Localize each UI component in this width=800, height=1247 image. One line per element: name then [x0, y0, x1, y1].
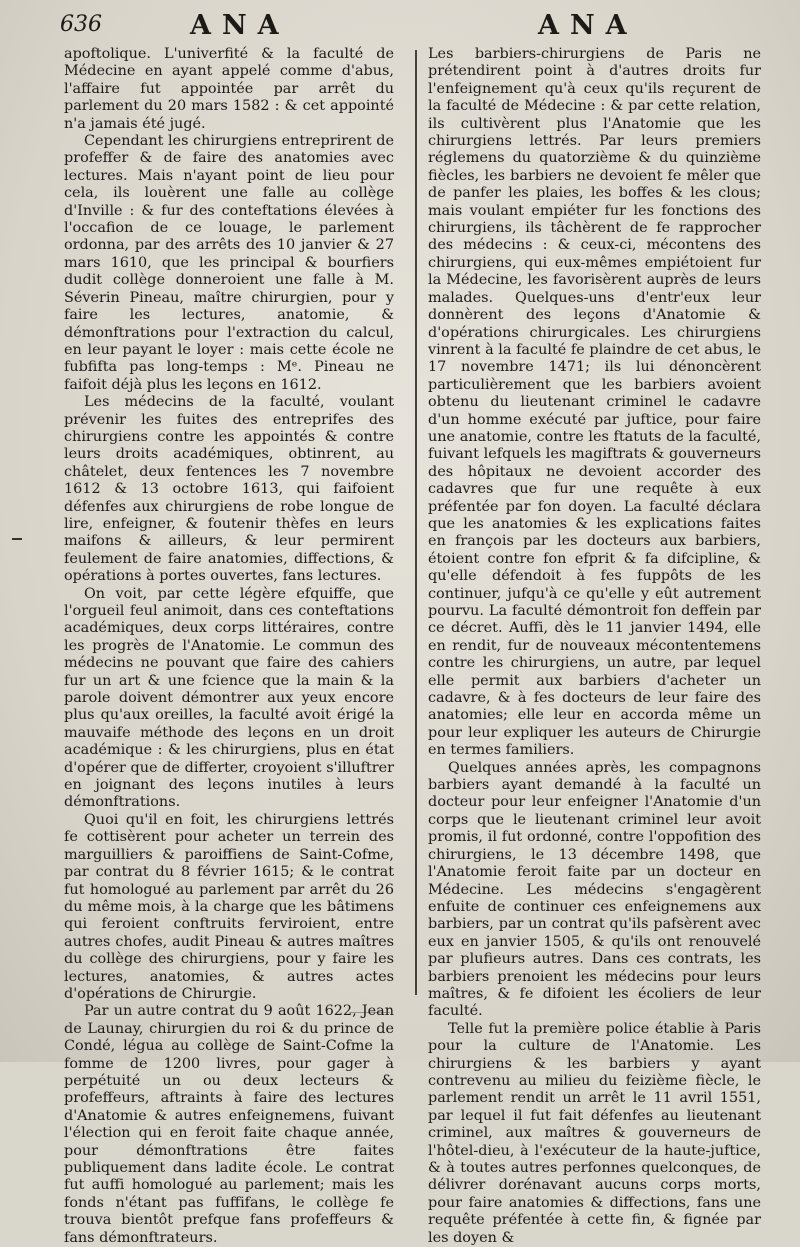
page-number: 636: [60, 12, 102, 37]
paragraph: Quoi qu'il en foit, les chirurgiens lettrés fe cottisèrent pour acheter un terrein des marguilliers & paroiffiens de Saint-Cofme, par contrat du 8 février 1615; & le contrat fut homologué au parlement par arrêt du 26 du même mois, à la charge que les bâtimens qui feroient conftruits ferviroient, entre autres chofes, audit Pineau & autres maîtres du collège des chirurgiens, pour y faire les lectures, anatomies, & autres actes d'opérations de Chirurgie.: [64, 811, 394, 1002]
right-column: [428, 46, 761, 1246]
paragraph: Par un autre contrat du 9 août 1622, Jean de Launay, chirurgien du roi & du prince de Condé, légua au collège de Saint-Cofme la fomme de 1200 livres, pour gager à perpétuité un ou deux lecteurs & profeffeurs, aftraints à faire des lectures d'Anatomie & autres enfeignemens, fuivant l'élection qui en feroit faite chaque année, pour démonftrations être faites publiquement dans ladite école. Le contrat fut auffi homologué au parlement; mais les fonds n'étant pas fuffifans, le collège fe trouva bientôt prefque fans profeffeurs & fans démonftrateurs.: [64, 1003, 394, 1246]
paragraph: apoftolique. L'univerfité & la faculté de Médecine en ayant appelé comme d'abus, l'affaire fut appointée par arrêt du parlement du 20 mars 1582 : & cet appointé n'a jamais été jugé.: [64, 46, 394, 132]
paragraph: Les médecins de la faculté, voulant prévenir les fuites des entreprifes des chirurgiens contre les appointés & contre leurs droits académiques, obtinrent, au châtelet, deux fentences les 7 novembre 1612 & 13 octobre 1613, qui faifoient défenfes aux chirurgiens de robe longue de lire, enfeigner, & foutenir thèfes en leurs maifons & ailleurs, & leur permirent feulement de faire anatomies, diffections, & opérations à portes ouvertes, fans lectures.: [64, 394, 394, 585]
paragraph: Telle fut la première police établie à Paris pour la culture de l'Anatomie. Les chirurgiens & les barbiers y ayant contrevenu au milieu du feizième fiècle, le parlement rendit un arrêt le 11 avril 1551, par lequel il fut fait défenfes au lieutenant criminel, aux maîtres & gouverneurs de l'hôtel-dieu, à l'exécuteur de la haute-juftice, & à toutes autres perfonnes quelconques, de délivrer dorénavant aucuns corps morts, pour faire anatomies & diffections, fans une requête préfentée à cette fin, & fignée par les doyen &: [428, 1020, 761, 1246]
paragraph: Quelques années après, les compagnons barbiers ayant demandé à la faculté un docteur pour leur enfeigner l'Anatomie d'un corps que le lieutenant criminel leur avoit promis, il fut ordonné, contre l'oppofition des chirurgiens, le 13 décembre 1498, que l'Anatomie feroit faite par un docteur en Médecine. Les médecins s'engagèrent enfuite de continuer ces enfeignemens aux barbiers, par un contrat qu'ils pafsèrent avec eux en janvier 1505, & qu'ils ont renouvelé par plufieurs autres. Dans ces contrats, les barbiers prenoient les médecins pour leurs maîtres, & fe difoient les écoliers de leur faculté.: [428, 759, 761, 1020]
paragraph: On voit, par cette légère efquiffe, que l'orgueil feul animoit, dans ces conteftations académiques, deux corps littéraires, contre les progrès de l'Anatomie. Le commun des médecins ne pouvant que faire des cahiers fur un art & une fcience que la main & la parole doivent démontrer aux yeux encore plus qu'aux oreilles, la faculté avoit érigé la mauvaife méthode des leçons en un droit académique : & les chirurgiens, plus en état d'opérer que de differter, croyoient s'illuftrer en joignant des leçons inutiles à leurs démonftrations.: [64, 585, 394, 811]
paragraph: Les barbiers-chirurgiens de Paris ne prétendirent point à d'autres droits fur l'enfeignement qu'à ceux qu'ils reçurent de la faculté de Médecine : & par cette relation, ils cultivèrent plus l'Anatomie que les chirurgiens lettrés. Par leurs premiers réglemens du quatorzième & du quinzième fiècles, les barbiers ne devoient fe mêler que de panfer les plaies, les boffes & les clous; mais voulant empiéter fur les fonctions des chirurgiens, ils tâchèrent de fe rapprocher des médecins : & ceux-ci, mécontens des chirurgiens, qui eux-mêmes empiétoient fur la Médecine, les favorisèrent auprès de leurs malades. Quelques-uns d'entr'eux leur donnèrent des leçons d'Anatomie & d'opérations chirurgicales. Les chirurgiens vinrent à la faculté fe plaindre de cet abus, le 17 novembre 1471; ils lui dénoncèrent particulièrement que les barbiers avoient obtenu du lieutenant criminel le cadavre d'un homme exécuté par juftice, pour faire une anatomie, contre les ftatuts de la faculté, fuivant lefquels les magiftrats & gouverneurs des hôpitaux ne devoient accorder des cadavres que fur une requête à eux préfentée par fon doyen. La faculté déclara que les anatomies & les explications faites en françois par les docteurs aux barbiers, étoient contre fon efprit & fa difcipline, & qu'elle défendoit à fes fuppôts de les continuer, jufqu'à ce qu'elle y eût autrement pourvu. La faculté démontroit fon deffein par ce décret. Auffi, dès le 11 janvier 1494, elle en rendit, fur de nouveaux mécontentemens contre les chirurgiens, un autre, par lequel elle permit aux barbiers d'acheter un cadavre, & à fes docteurs de leur faire des anatomies; elle leur en accorda même un pour leur expliquer les auteurs de Chirurgie en termes familiers.: [428, 46, 761, 759]
margin-mark: [12, 538, 22, 540]
running-head-right: ANA: [538, 10, 638, 41]
column-divider: [415, 50, 417, 995]
page-header: [0, 10, 800, 40]
left-column: [64, 46, 394, 1246]
running-head-left: ANA: [190, 10, 290, 41]
paragraph: Cependant les chirurgiens entreprirent de profeffer & de faire des anatomies avec lectures. Mais n'ayant point de lieu pour cela, ils louèrent une falle au collège d'Inville : & fur des conteftations élevées à l'occafion de ce louage, le parlement ordonna, par des arrêts des 10 janvier & 27 mars 1610, que les principal & bourfiers dudit collège donneroient une falle à M. Séverin Pineau, maître chirurgien, pour y faire les lectures, anatomie, & démonftrations pour l'extraction du calcul, en leur payant le loyer : mais cette école ne fubfifta pas long-temps : Mᵉ. Pineau ne faifoit déjà plus les leçons en 1612.: [64, 133, 394, 393]
